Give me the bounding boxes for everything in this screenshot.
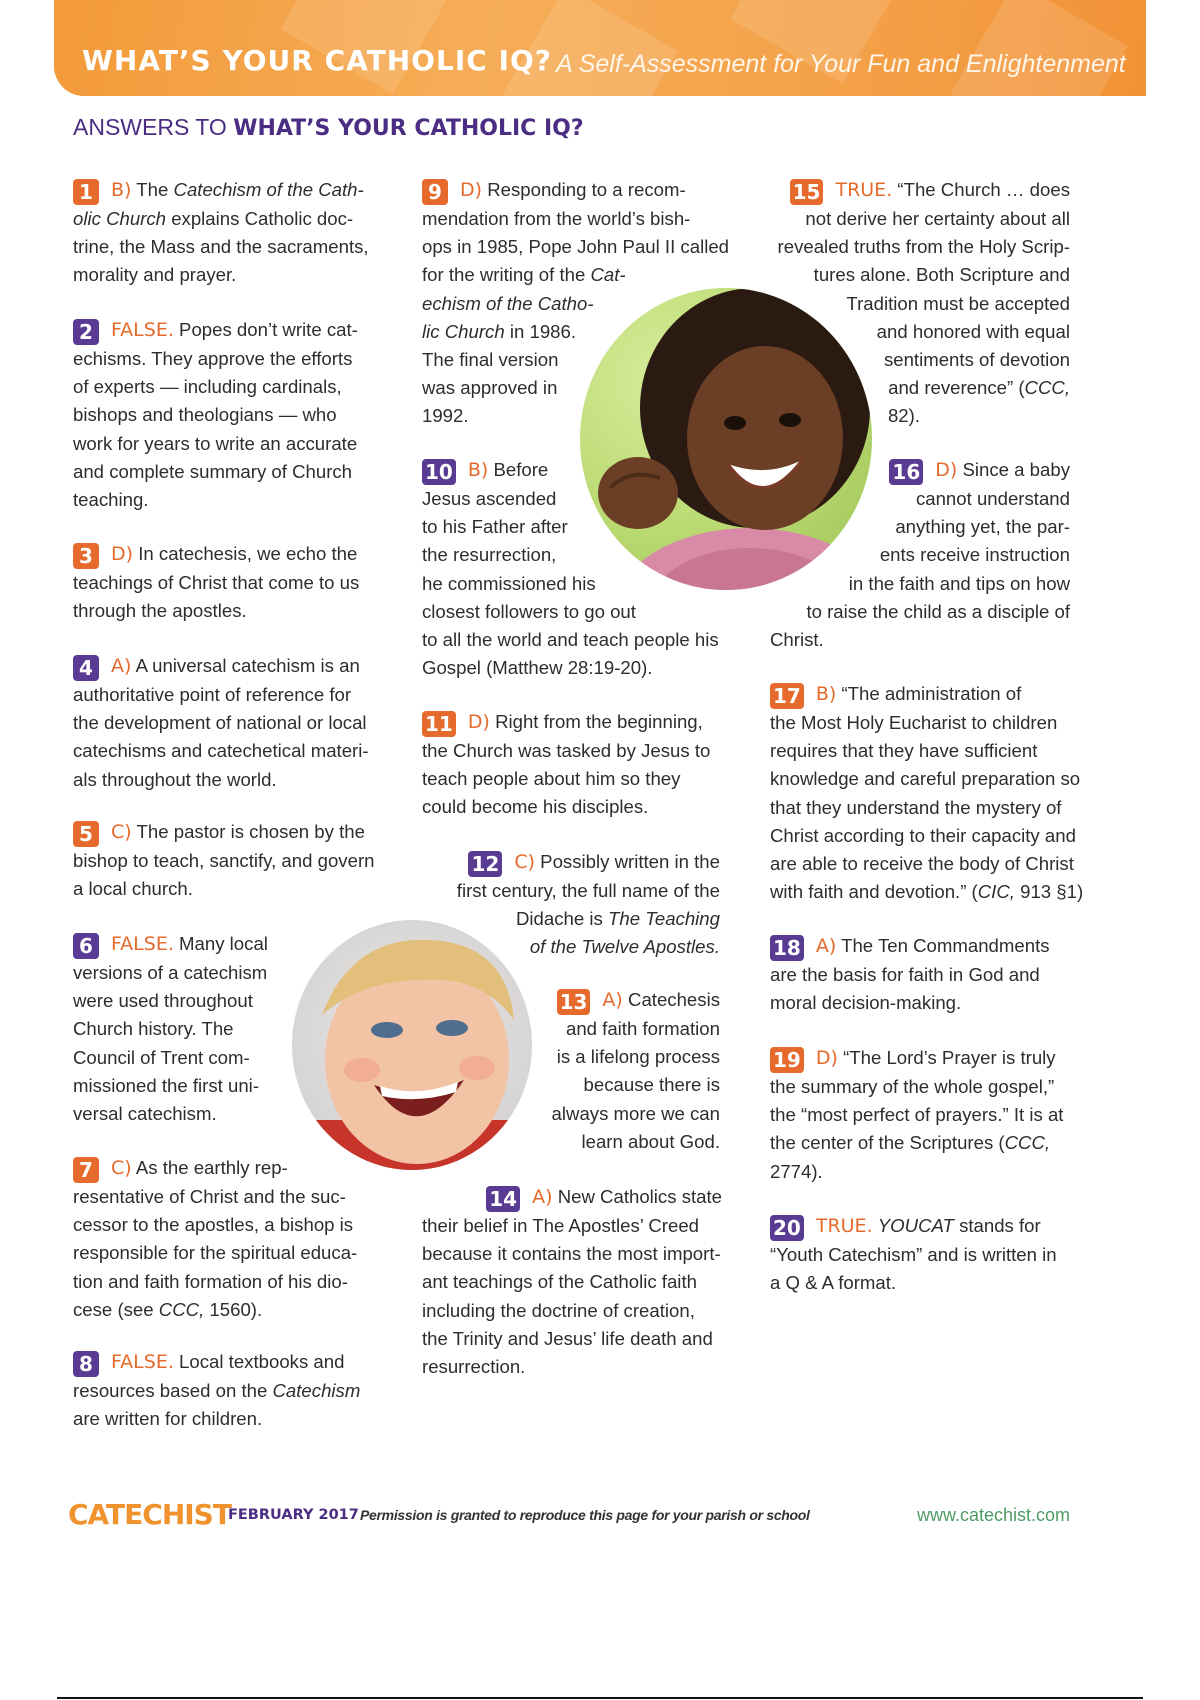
answer-text: explains Catholic doc- [171, 208, 354, 229]
answer-text: “The administration of [841, 683, 1022, 704]
answer-number-badge: 9 [422, 179, 448, 205]
answer-19 [770, 1044, 1070, 1186]
answer-text: “Youth Catechism” and is written in [770, 1244, 1057, 1265]
answer-text: he commissioned his [422, 572, 596, 594]
answer-italic: CCC, [1004, 1132, 1051, 1154]
answer-text: As the earthly rep- [135, 1157, 288, 1178]
answer-text: because there is [583, 1074, 720, 1096]
answer-text: was approved in [422, 377, 558, 399]
answer-text: the summary of the whole gospel,” [770, 1076, 1055, 1097]
answer-text: Popes don’t write cat- [179, 319, 358, 340]
answer-text: bishops and theologians — who [73, 404, 337, 426]
answer-text: the “most perfect of prayers.” It is at [770, 1104, 1064, 1126]
answer-text: 2774). [770, 1160, 823, 1182]
bottom-rule [57, 1697, 1143, 1699]
answer-italic: Catechism of the Cath- [173, 179, 364, 200]
answer-italic: Catechism [272, 1380, 361, 1401]
answer-number-badge: 14 [486, 1186, 520, 1212]
answer-number-badge: 10 [422, 459, 456, 485]
answer-text: to his Father after [422, 516, 568, 538]
answer-lead: C) [111, 1157, 132, 1179]
answer-number-badge: 11 [422, 711, 456, 737]
answer-text: is a lifelong process [556, 1046, 720, 1068]
answer-text: teachings of Christ that come to us [73, 572, 360, 593]
answer-text: missioned the first uni- [73, 1074, 260, 1096]
answer-text: catechisms and catechetical materi- [73, 740, 369, 762]
answer-lead: C) [111, 821, 132, 843]
answer-text: versal catechism. [73, 1103, 217, 1125]
answer-lead: FALSE. [111, 933, 174, 955]
answer-text: including the doctrine of creation, [422, 1299, 695, 1321]
answer-text: for the writing of the [422, 264, 586, 286]
website-link[interactable]: www.catechist.com [916, 1505, 1070, 1525]
answer-lead: FALSE. [111, 1351, 174, 1373]
answer-text: “The Lord’s Prayer is truly [843, 1047, 1056, 1068]
answer-text: The Ten Commandments [841, 935, 1050, 956]
answer-5 [73, 818, 373, 903]
answer-italic: CCC, [1024, 377, 1070, 399]
answer-text: resentative of Christ and the suc- [73, 1186, 346, 1207]
answer-text: authoritative point of reference for [73, 684, 352, 705]
answer-text: the development of national or local [73, 712, 367, 734]
answer-text: The [136, 179, 169, 200]
answer-text: Gospel (Matthew 28:19-20). [422, 657, 653, 679]
answer-lead: B) [815, 683, 837, 705]
answer-italic: CIC, [977, 881, 1015, 903]
answer-text: ents receive instruction [879, 544, 1070, 566]
answer-text: through the apostles. [73, 600, 247, 622]
banner-title: WHAT’S YOUR CATHOLIC IQ? [82, 44, 552, 77]
answer-number-badge: 13 [557, 989, 591, 1015]
answers-heading-emphasis: WHAT’S YOUR CATHOLIC IQ? [233, 116, 584, 141]
answer-lead: D) [460, 179, 483, 201]
answer-text: the resurrection, [422, 544, 557, 566]
answer-number-badge: 6 [73, 933, 99, 959]
answer-text: Possibly written in the [540, 851, 720, 872]
answers-heading [73, 114, 584, 141]
answer-text: the Church was tasked by Jesus to [422, 740, 711, 761]
answer-text: echisms. They approve the efforts [73, 348, 353, 369]
answer-lead: FALSE. [111, 319, 174, 341]
answer-text: the center of the Scriptures ( [770, 1132, 1005, 1154]
answer-text: Council of Trent com- [73, 1046, 250, 1068]
answer-text: to raise the child as a disciple of [806, 600, 1070, 622]
answer-text: stands for [959, 1215, 1041, 1236]
answer-text: tion and faith formation of his dio- [73, 1270, 348, 1292]
answer-italic: of the Twelve Apostles. [529, 936, 720, 958]
answer-italic: CCC, [158, 1298, 205, 1320]
issue-date: FEBRUARY 2017 [228, 1507, 359, 1523]
answer-text: morality and prayer. [73, 264, 237, 286]
answer-italic: olic Church [73, 208, 167, 229]
answer-text: and honored with equal [876, 320, 1070, 342]
answer-lead: D) [467, 711, 490, 733]
answer-text: and reverence” ( [888, 377, 1025, 399]
answer-number-badge: 5 [73, 821, 99, 847]
answer-text: resources based on the [73, 1380, 268, 1401]
answer-italic: Cat- [590, 264, 626, 286]
answer-lead: D) [111, 543, 134, 565]
answer-text: responsible for the spiritual educa- [73, 1242, 358, 1264]
answer-text: a Q & A format. [770, 1272, 897, 1294]
answer-text: trine, the Mass and the sacraments, [73, 236, 369, 258]
answer-text: to all the world and teach people his [422, 629, 719, 651]
answer-text: bishop to teach, sanctify, and govern [73, 850, 375, 871]
answer-text: sentiments of devotion [883, 349, 1070, 371]
answer-text: first century, the full name of the [456, 880, 720, 901]
answer-text: a local church. [73, 878, 193, 900]
answer-text: cese (see [73, 1298, 154, 1320]
answer-text: Before [493, 459, 549, 480]
answer-lead: TRUE. [815, 1215, 873, 1237]
banner-subtitle: A Self-Assessment for Your Fun and Enlightenment [556, 50, 1126, 78]
answer-lead: A) [602, 989, 623, 1011]
answer-text: closest followers to go out [422, 600, 636, 622]
answer-number-badge: 19 [770, 1047, 804, 1073]
answer-italic: lic Church [422, 320, 505, 342]
answer-text: 913 §1) [1020, 881, 1084, 903]
answer-text: Right from the beginning, [495, 711, 703, 732]
answer-text: are written for children. [73, 1408, 263, 1430]
answer-text: that they understand the mystery of [770, 796, 1062, 818]
answer-text: are the basis for faith in God and [770, 964, 1040, 985]
answer-4 [73, 652, 373, 794]
answer-text: cannot understand [915, 488, 1070, 509]
answer-text: Catechesis [628, 989, 720, 1010]
answer-number-badge: 2 [73, 319, 99, 345]
answer-text: cessor to the apostles, a bishop is [73, 1214, 354, 1236]
answer-1 [73, 176, 373, 290]
answer-text: A universal catechism is an [135, 655, 360, 676]
answer-20 [770, 1212, 1070, 1297]
answer-text: were used throughout [73, 990, 253, 1012]
answer-text: work for years to write an accurate [73, 432, 358, 454]
girl-illustration [580, 288, 872, 590]
answer-text: Christ. [770, 629, 824, 651]
answer-17 [770, 680, 1084, 906]
answer-text: The pastor is chosen by the [136, 821, 365, 842]
boy-illustration [292, 920, 532, 1170]
answer-text: Since a baby [962, 459, 1070, 480]
answer-number-badge: 16 [889, 459, 923, 485]
answer-2 [73, 316, 373, 514]
answer-text: their belief in The Apostles’ Creed [422, 1215, 699, 1236]
answer-8 [73, 1348, 373, 1433]
photo-smiling-girl [580, 288, 872, 590]
answer-number-badge: 15 [790, 179, 824, 205]
answer-14 [422, 1183, 722, 1381]
answer-lead: B) [111, 179, 132, 201]
answer-7 [73, 1154, 373, 1324]
answer-text: In catechesis, we echo the [138, 543, 358, 564]
answer-number-badge: 8 [73, 1351, 99, 1377]
answer-text: Local textbooks and [179, 1351, 345, 1372]
answer-number-badge: 18 [770, 935, 804, 961]
answer-text: 1560). [209, 1298, 263, 1320]
answer-text: Tradition must be accepted [846, 292, 1070, 314]
answer-text: Christ according to their capacity and [770, 824, 1076, 846]
answer-text: are able to receive the body of Christ [770, 853, 1074, 875]
answer-text: tures alone. Both Scripture and [813, 264, 1070, 286]
answer-text: moral decision-making. [770, 992, 962, 1014]
answer-lead: D) [815, 1047, 838, 1069]
catechist-logo: CATECHIST [68, 1498, 231, 1531]
answer-number-badge: 3 [73, 543, 99, 569]
answer-lead: A) [532, 1186, 553, 1208]
permission-note: Permission is granted to reproduce this page for your parish or school [360, 1507, 810, 1523]
answer-text: the Most Holy Eucharist to children [770, 712, 1058, 733]
answer-6 [73, 930, 303, 1128]
answer-text: in the faith and tips on how [848, 572, 1070, 594]
answer-lead: A) [111, 655, 132, 677]
answer-lead: C) [514, 851, 535, 873]
answer-number-badge: 4 [73, 655, 99, 681]
answer-lead: B) [467, 459, 489, 481]
answer-text: mendation from the world’s bish- [422, 208, 691, 229]
answer-text: teach people about him so they [422, 768, 681, 790]
answer-text: and faith formation [565, 1018, 720, 1039]
answer-lead: TRUE. [835, 179, 893, 201]
answer-text: Responding to a recom- [487, 179, 686, 200]
page-footer [68, 1498, 1068, 1538]
answer-text: Many local [179, 933, 268, 954]
answer-18 [770, 932, 1070, 1017]
answer-text: 1992. [422, 405, 469, 427]
answer-text: Didache is [516, 908, 603, 930]
answer-number-badge: 17 [770, 683, 804, 709]
answer-text: ant teachings of the Catholic faith [422, 1271, 697, 1293]
answer-text: Church history. The [73, 1018, 234, 1040]
answer-text: always more we can [551, 1102, 720, 1124]
answer-number-badge: 20 [770, 1215, 804, 1241]
answer-text: could become his disciples. [422, 796, 649, 818]
answer-13 [530, 986, 720, 1156]
answer-number-badge: 1 [73, 179, 99, 205]
answer-text: als throughout the world. [73, 768, 277, 790]
answer-lead: A) [815, 935, 837, 957]
answer-text: knowledge and careful preparation so [770, 768, 1081, 790]
answer-text: and complete summary of Church [73, 460, 353, 482]
answer-text: 82). [887, 405, 920, 427]
answer-text: resurrection. [422, 1356, 526, 1378]
answer-text: anything yet, the par- [895, 516, 1070, 538]
answer-text: ops in 1985, Pope John Paul II called [422, 236, 730, 258]
answer-text: learn about God. [581, 1130, 720, 1152]
answer-text: not derive her certainty about all [805, 208, 1070, 229]
answer-text: “The Church … does [897, 179, 1070, 200]
answer-text: because it contains the most import- [422, 1243, 721, 1265]
answer-text: New Catholics state [557, 1186, 722, 1207]
answer-11 [422, 708, 722, 822]
answer-text: in 1986. [509, 320, 577, 342]
answer-text: The final version [422, 349, 559, 371]
answer-text: of experts — including cardinals, [73, 376, 342, 398]
answer-number-badge: 7 [73, 1157, 99, 1183]
answer-italic: echism of the Catho- [422, 292, 594, 314]
answer-text: teaching. [73, 489, 149, 511]
answer-3 [73, 540, 373, 625]
answer-number-badge: 12 [468, 851, 502, 877]
header-banner [54, 0, 1146, 96]
answer-italic: The Teaching [608, 908, 720, 930]
photo-laughing-boy [292, 920, 532, 1170]
answer-text: versions of a catechism [73, 962, 268, 983]
answer-text: Jesus ascended [422, 488, 557, 509]
answer-text: with faith and devotion.” ( [770, 881, 978, 903]
answer-text: requires that they have sufficient [770, 740, 1038, 762]
answer-text: revealed truths from the Holy Scrip- [777, 236, 1070, 258]
banner-pattern [950, 0, 1128, 96]
answer-lead: D) [935, 459, 958, 481]
answer-italic: YOUCAT [877, 1215, 954, 1236]
answer-text: the Trinity and Jesus’ life death and [422, 1327, 713, 1349]
answers-heading-prefix: ANSWERS TO [73, 114, 227, 140]
